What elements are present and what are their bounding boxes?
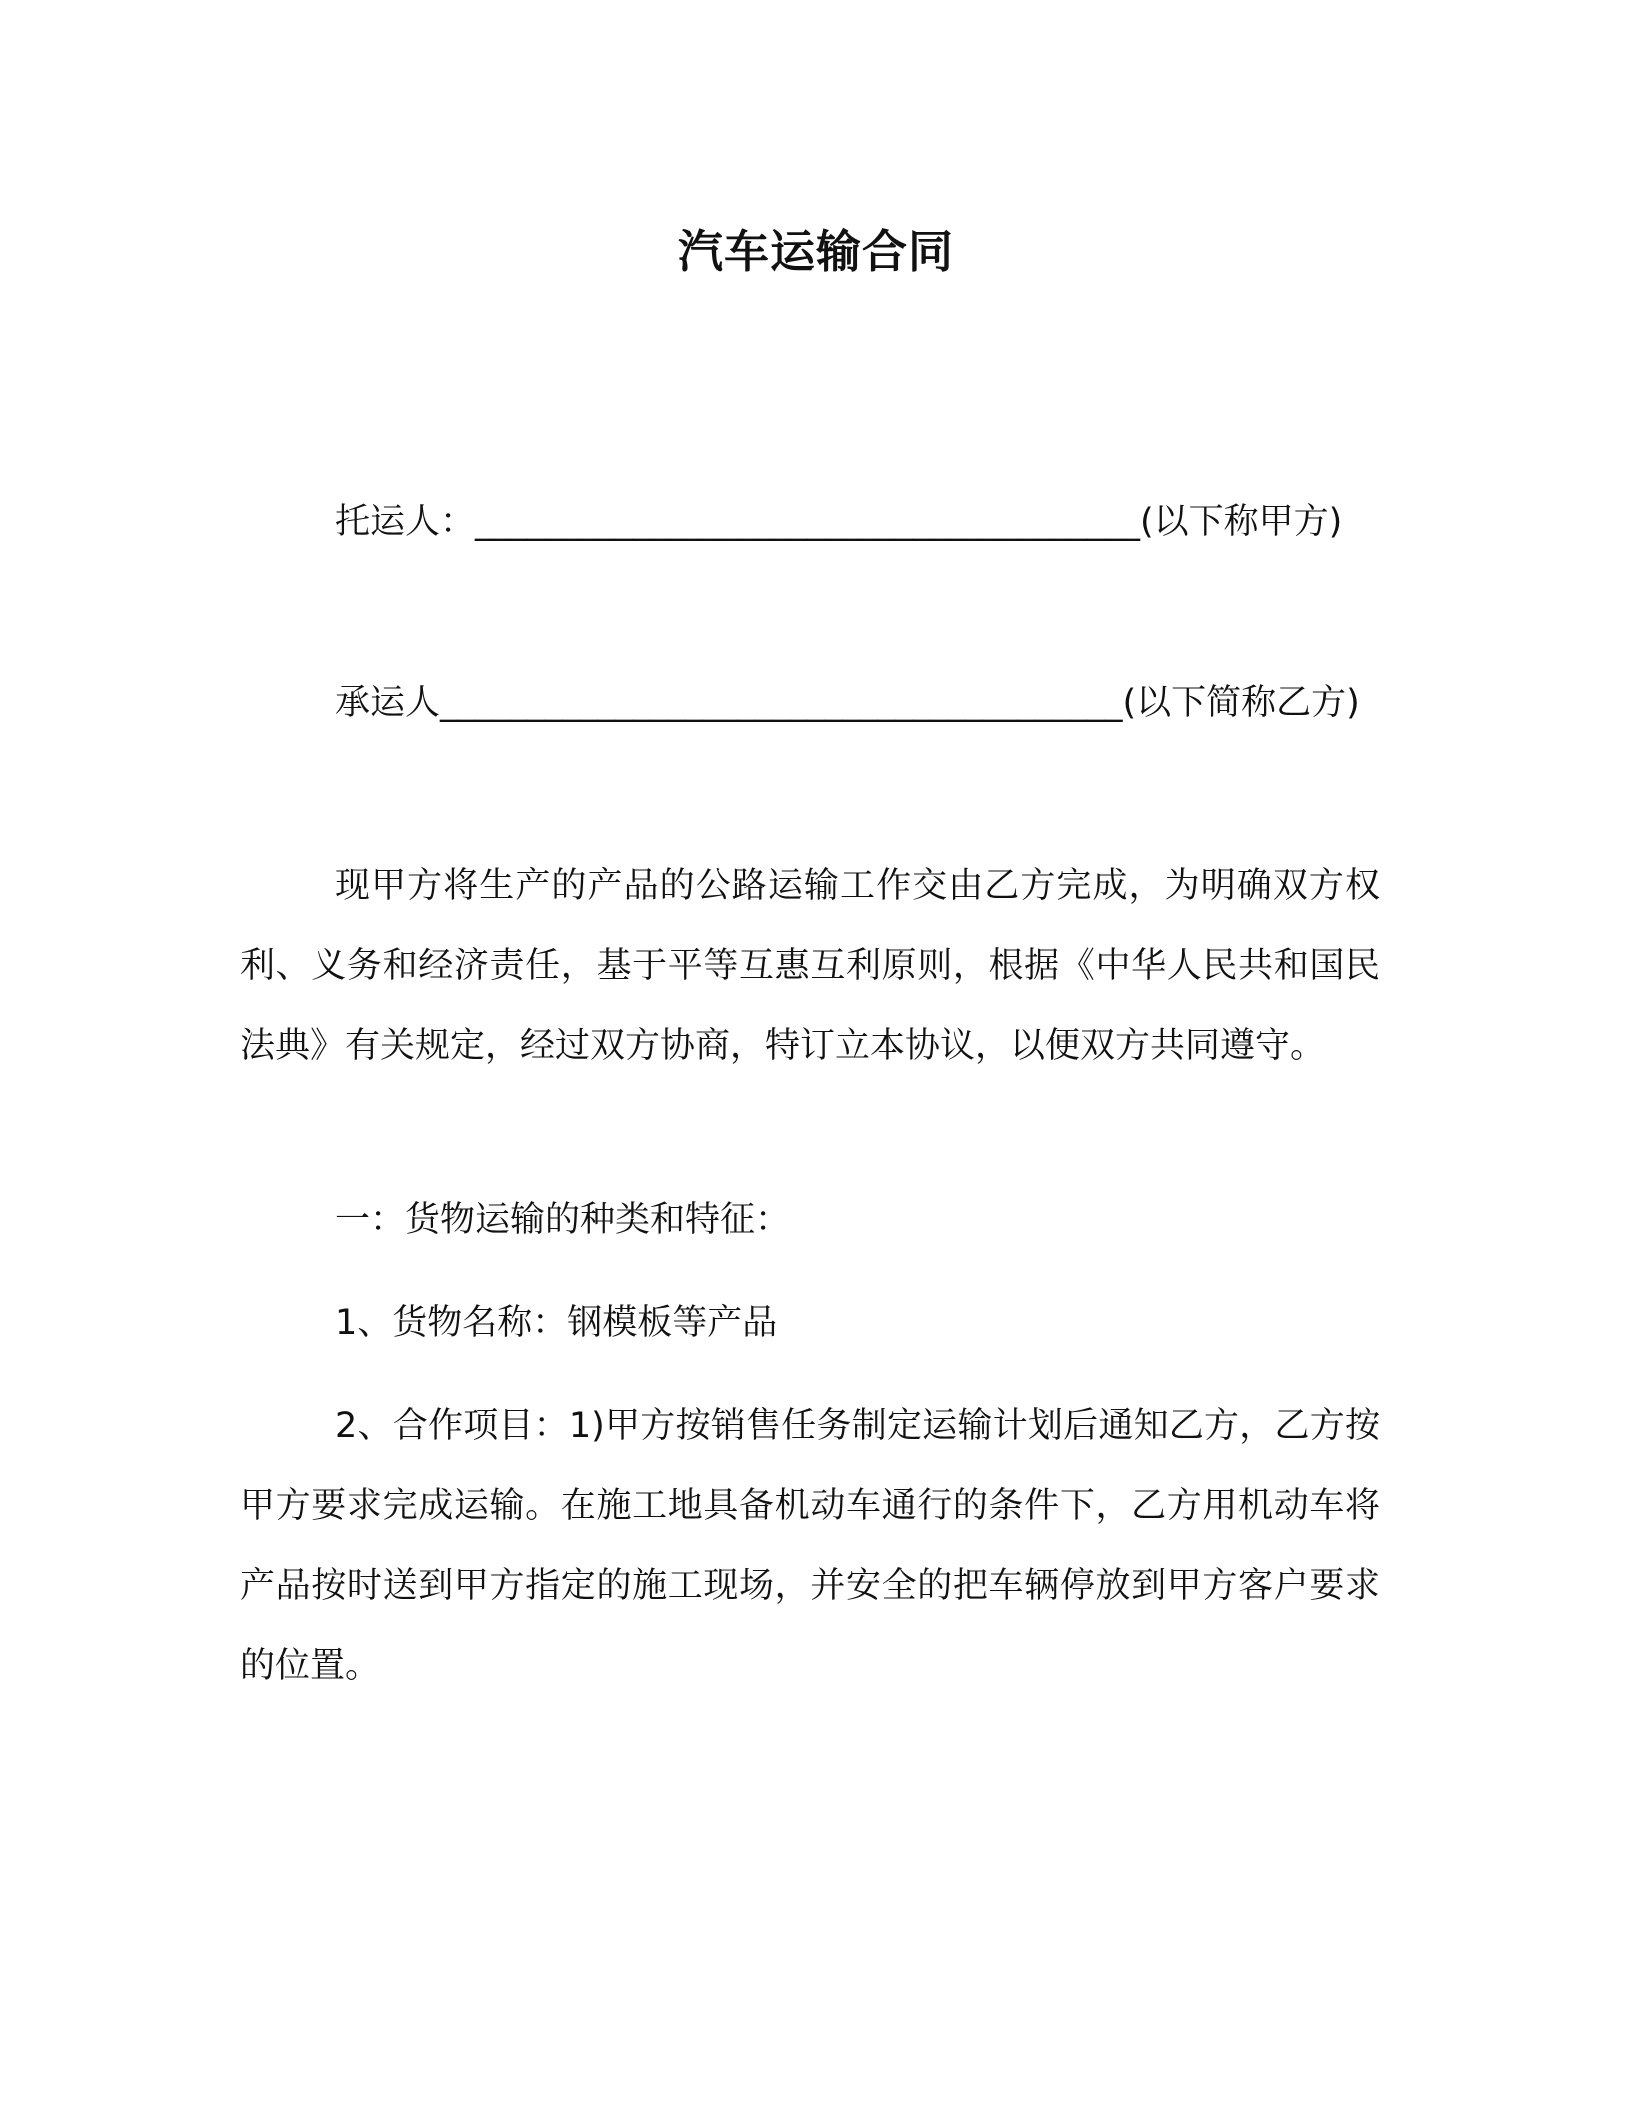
intro-paragraph: 现甲方将生产的产品的公路运输工作交由乙方完成，为明确双方权利、义务和经济责任，基于平等互惠互利原则，根据《中华人民共和国民法典》有关规定，经过双方协商，特订立本协议，以便双方共同遵守。 <box>240 866 1380 1066</box>
shipper-label: 托运人： <box>335 502 476 542</box>
item-2: 2、合作项目：1)甲方按销售任务制定运输计划后通知乙方，乙方按甲方要求完成运输。在施工地具备机动车通行的条件下，乙方用机动车将产品按时送到甲方指定的施工现场，并安全的把车辆停放到甲方客户要求的位置。 <box>240 1406 1380 1686</box>
carrier-blank: _______________________________________ <box>440 683 1123 723</box>
item-1: 1、货物名称：钢模板等产品 <box>335 1303 778 1343</box>
section-1-heading: 一：货物运输的种类和特征： <box>335 1200 791 1240</box>
shipper-line <box>240 482 1380 562</box>
document-title: 汽车运输合同 <box>677 225 954 278</box>
carrier-line <box>240 663 1380 743</box>
shipper-suffix: (以下称甲方) <box>1140 502 1343 542</box>
shipper-blank: ______________________________________ <box>475 502 1141 542</box>
carrier-label: 承运人 <box>335 683 441 723</box>
carrier-suffix: (以下简称乙方) <box>1122 683 1360 723</box>
